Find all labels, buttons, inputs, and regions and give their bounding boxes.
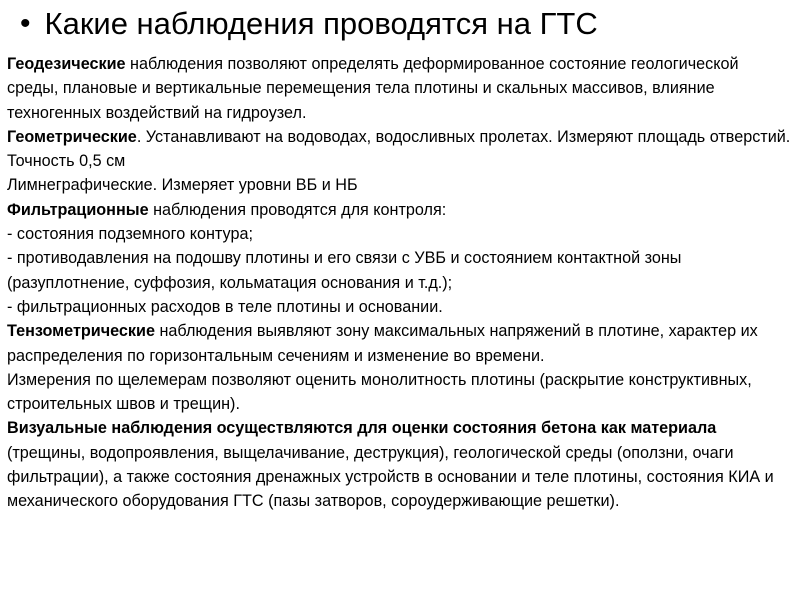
paragraph-geodetic [7,52,793,125]
text-visual: (трещины, водопроявления, выщелачивание, деструкция), геологической среды (оползни, очаги фильтрации), а также состояния дренажных устройств в основании и теле плотины, состояния КИА и механического оборудования ГТС (пазы затворов, сороудерживающие решетки). [7,443,774,511]
paragraph-crack-gauges [7,368,793,417]
paragraph-filtration [7,198,793,222]
text-geometric: . Устанавливают на водоводах, водосливных пролетах. Измеряют площадь отверстий. Точность 0,5 см [7,127,791,171]
term-visual: Визуальные наблюдения осуществляются для оценки состояния бетона как материала [7,419,717,438]
title-row [20,2,790,46]
filtration-item-2: - противодавления на подошву плотины и его связи с УВБ и состоянием контактной зоны (разуплотнение, суффозия, кольматация основания и т.д.); [7,249,682,292]
paragraph-tensometric [7,319,793,368]
title-bullet: • [20,7,31,40]
text-tensometric: наблюдения выявляют зону максимальных напряжений в плотине, характер их распределения по горизонтальным сечениям и изменение во времени. [7,322,758,365]
term-tensometric: Тензометрические [7,322,155,341]
paragraph-geometric [7,125,793,174]
slide-title: Какие наблюдения проводятся на ГТС [44,6,598,41]
text-crack-gauges: Измерения по щелемерам позволяют оценить монолитность плотины (раскрытие конструктивных, строительных швов и трещин). [7,370,752,414]
term-geometric: Геометрические [7,127,137,146]
filtration-item-3: - фильтрационных расходов в теле плотины и основании. [7,297,443,316]
term-geodetic: Геодезические [7,55,126,73]
term-filtration: Фильтрационные [7,200,149,219]
slide-body [7,52,793,514]
text-filtration: наблюдения проводятся для контроля: [148,200,447,219]
text-limnigraphic: Лимнеграфические. Измеряет уровни ВБ и НБ [7,176,358,195]
filtration-item-1: - состояния подземного контура; [7,225,253,244]
paragraph-visual [7,416,793,513]
text-geodetic: наблюдения позволяют определять деформированное состояние геологической среды, плановые и вертикальные перемещения тела плотины и скальных массивов, влияние техногенных воздействий на гидроузел. [7,55,739,122]
paragraph-limnigraphic [7,173,793,197]
